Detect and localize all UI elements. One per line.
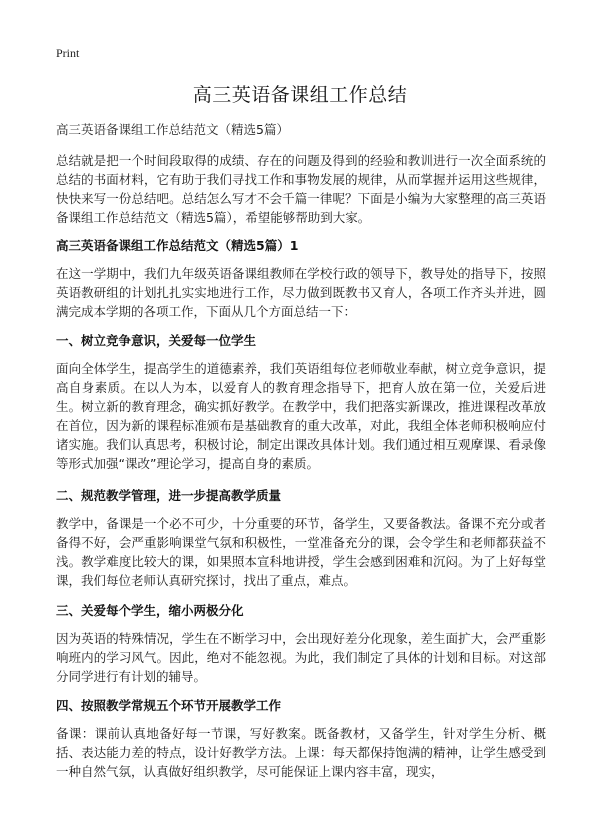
section-2-body: 教学中，备课是一个必不可少，十分重要的环节，备学生，又要备教法。备课不充分或者备得不好，会严重影响课堂气氛和积极性，一堂准备充分的课，会令学生和老师都获益不浅。教学难度比较大的课，如果照本宣科地讲授，学生会感到困难和沉闷。为了上好每堂课，我们每位老师认真研究探讨，找出了重点，难点。: [56, 516, 546, 588]
page-subtitle: 高三英语备课组工作总结范文（精选5篇）: [56, 122, 289, 137]
print-link[interactable]: Print: [56, 46, 80, 60]
section-2-heading: 二、规范教学管理，进一步提高教学质量: [56, 488, 282, 503]
intro-paragraph: 总结就是把一个时间段取得的成绩、存在的问题及得到的经验和教训进行一次全面系统的总结的书面材料，它有助于我们寻找工作和事物发展的规律，从而掌握并运用这些规律，快快来写一份总结吧。总结怎么写才不会千篇一律呢？下面是小编为大家整理的高三英语备课组工作总结范文（精选5篇），希望能够帮助到大家。: [56, 153, 546, 225]
section-3-body: 因为英语的特殊情况，学生在不断学习中，会出现好差分化现象，差生面扩大，会严重影响班内的学习风气。因此，绝对不能忽视。为此，我们制定了具体的计划和目标。对这部分同学进行有计划的辅导。: [56, 631, 546, 684]
article-heading: 高三英语备课组工作总结范文（精选5篇）1: [56, 238, 299, 253]
page-title: 高三英语备课组工作总结: [192, 84, 408, 106]
paragraph-1: 在这一学期中，我们九年级英语备课组教师在学校行政的领导下，教导处的指导下，按照英语教研组的计划扎扎实实地进行工作，尽力做到既教书又育人，各项工作齐头并进，圆满完成本学期的各项工作，下面从几个方面总结一下：: [56, 266, 546, 319]
section-1-heading: 一、树立竞争意识，关爱每一位学生: [56, 333, 257, 348]
section-4-heading: 四、按照教学常规五个环节开展教学工作: [56, 698, 282, 713]
section-4-body: 备课：课前认真地备好每一节课，写好教案。既备教材，又备学生，针对学生分析、概括、表达能力差的特点，设计好教学方法。上课：每天都保持饱满的精神，让学生感受到一种自然气氛，认真做好组织教学，尽可能保证上课内容丰富，现实，: [56, 726, 546, 779]
section-1-body: 面向全体学生，提高学生的道德素养，我们英语组每位老师敬业奉献，树立竞争意识，提高自身素质。在以人为本，以爱育人的教育理念指导下，把育人放在第一位，关爱后进生。树立新的教育理念，确实抓好教学。在教学中，我们把落实新课改，推进课程改革放在首位，因为新的课程标准颁布是基础教育的重大改革，对此，我组全体老师积极响应付诸实施。我们认真思考，积极讨论，制定出课改具体计划。我们通过相互观摩课、看录像等形式加强“课改”理论学习，提高自身的素质。: [56, 361, 546, 471]
section-3-heading: 三、关爱每个学生，缩小两极分化: [56, 603, 244, 618]
